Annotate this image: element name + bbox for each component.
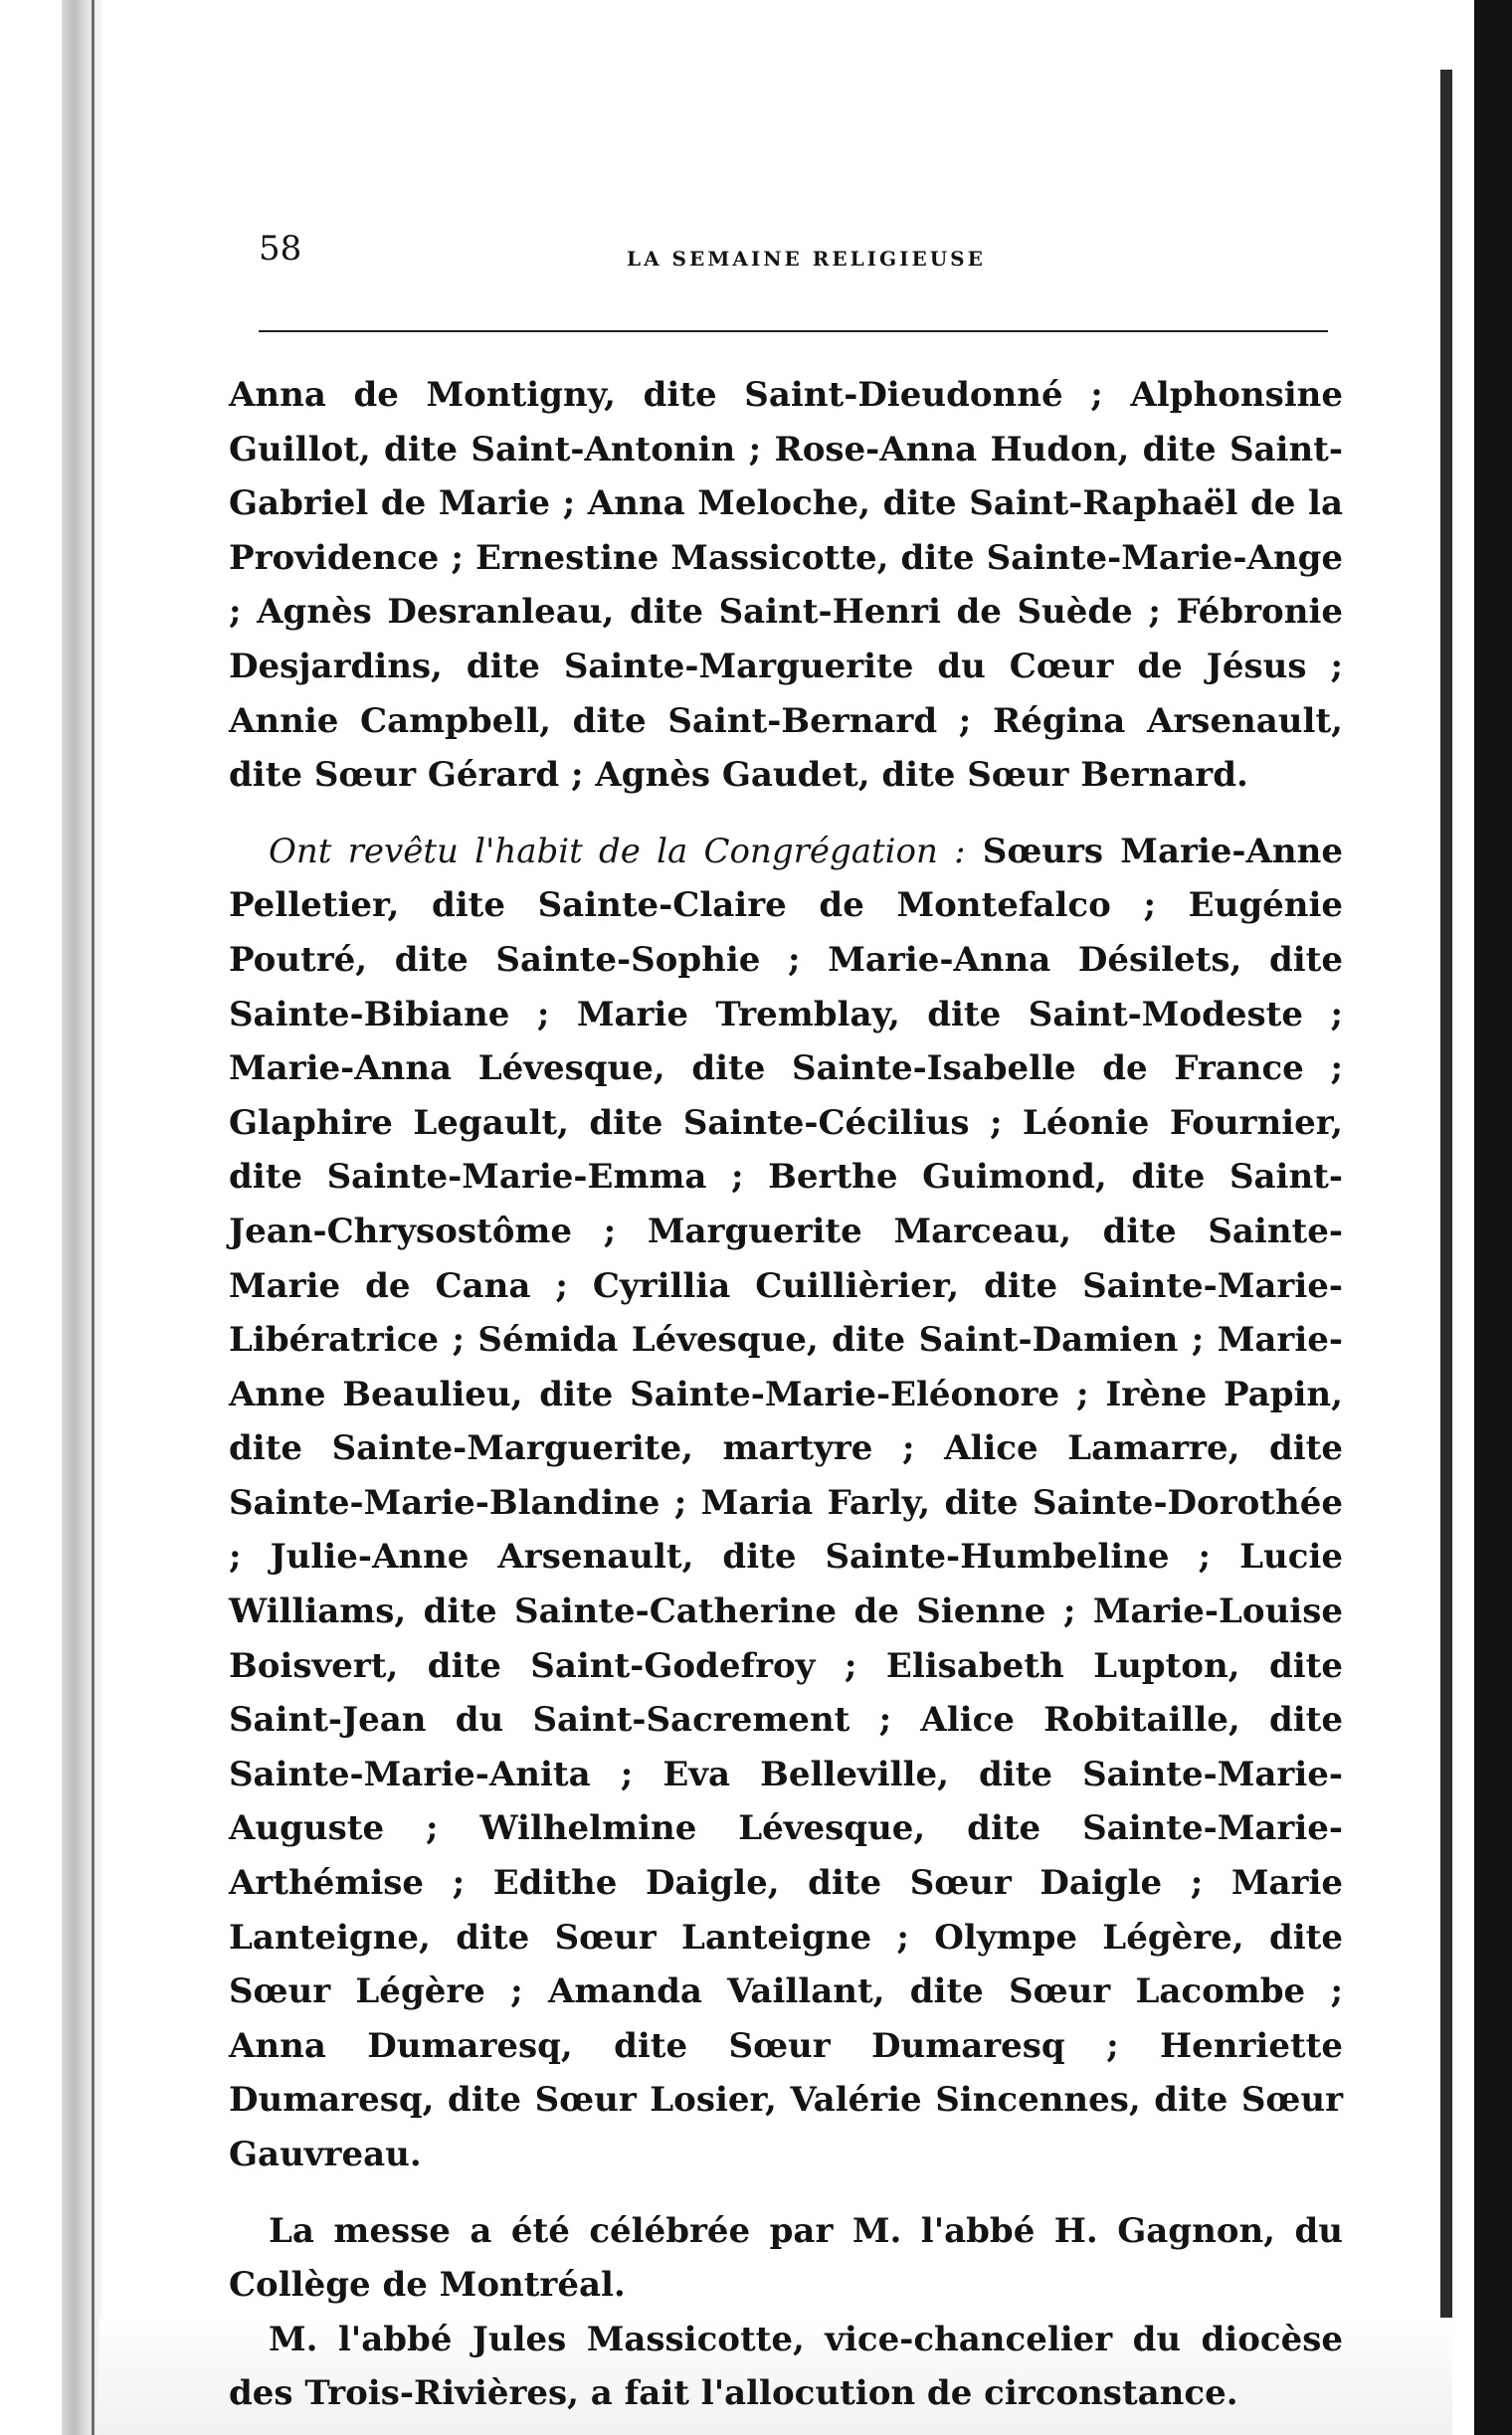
paragraph-habit-names: Sœurs Marie-Anne Pelletier, dite Sainte-Claire de Montefalco ; Eugénie Poutré, dite Sainte-Sophie ; Marie-Anna Désilets, dite Sainte-Bibiane ; Marie Tremblay, dite Saint-Modeste ; Marie-Anna Lévesque, dite Sainte-Isabelle de France ; Glaphire Legault, dite Sainte-Cécilius ; Léonie Fournier, dite Sainte-Marie-Emma ; Berthe Guimond, dite Saint-Jean-Chrysostôme ; Marguerite Marceau, dite Sainte-Marie de Cana ; Cyrillia Cuillièrier, dite Sainte-Marie-Libératrice ; Sémida Lévesque, dite Saint-Damien ; Marie-Anne Beaulieu, dite Sainte-Marie-Eléonore ; Irène Papin, dite Sainte-Marguerite, martyre ; Alice Lamarre, dite Sainte-Marie-Blandine ; Maria Farly, dite Sainte-Dorothée ; Julie-Anne Arsenault, dite Sainte-Humbeline ; Lucie Williams, dite Sainte-Catherine de Sienne ; Marie-Louise Boisvert, dite Saint-Godefroy ; Elisabeth Lupton, dite Saint-Jean du Saint-Sacrement ; Alice Robitaille, dite Sainte-Marie-Anita ; Eva Belleville, dite Sainte-Marie-Auguste ; Wilhelmine Lévesque, dite Sainte-Marie-Arthémise ; Edithe Daigle, dite Sœur Daigle ; Marie Lanteigne, dite Sœur Lanteigne ; Olympe Légère, dite Sœur Légère ; Amanda Vaillant, dite Sœur Lacombe ; Anna Dumaresq, dite Sœur Dumaresq ; Henriette Dumaresq, dite Sœur Losier, Valérie Sincennes, dite Sœur Gauvreau.: [229, 831, 1343, 2174]
paragraph-allocution: M. l'abbé Jules Massicotte, vice-chancelier du diocèse des Trois-Rivières, a fait l'allocution de circonstance.: [229, 2319, 1343, 2414]
paragraph-intro-italic: Ont revêtu l'habit de la Congrégation :: [269, 831, 966, 871]
page-right-shadow: [1440, 70, 1452, 2357]
page-header: [229, 219, 1343, 279]
page-binding-line: [92, 0, 94, 2435]
page-binding-edge: [62, 0, 101, 2435]
paragraph-professions-continued: Anna de Montigny, dite Saint-Dieudonné ; Alphonsine Guillot, dite Saint-Antonin ; Rose-Anna Hudon, dite Saint-Gabriel de Marie ; Anna Meloche, dite Saint-Raphaël de la Providence ; Ernestine Massicotte, dite Sainte-Marie-Ange ; Agnès Desranleau, dite Saint-Henri de Suède ; Fébronie Desjardins, dite Sainte-Marguerite du Cœur de Jésus ; Annie Campbell, dite Saint-Bernard ; Régina Arsenault, dite Sœur Gérard ; Agnès Gaudet, dite Sœur Bernard.: [229, 375, 1343, 796]
body-text: [229, 368, 1343, 2421]
running-title: LA SEMAINE RELIGIEUSE: [627, 247, 986, 271]
page-right-edge: [1474, 0, 1512, 2435]
page-number: 58: [259, 229, 302, 269]
paragraph-habit-ceremony: [229, 825, 1343, 2182]
paragraph-mass: La messe a été célébrée par M. l'abbé H. Gagnon, du Collège de Montréal.: [229, 2210, 1343, 2306]
header-rule: [259, 330, 1328, 332]
document-page: [229, 219, 1343, 2414]
